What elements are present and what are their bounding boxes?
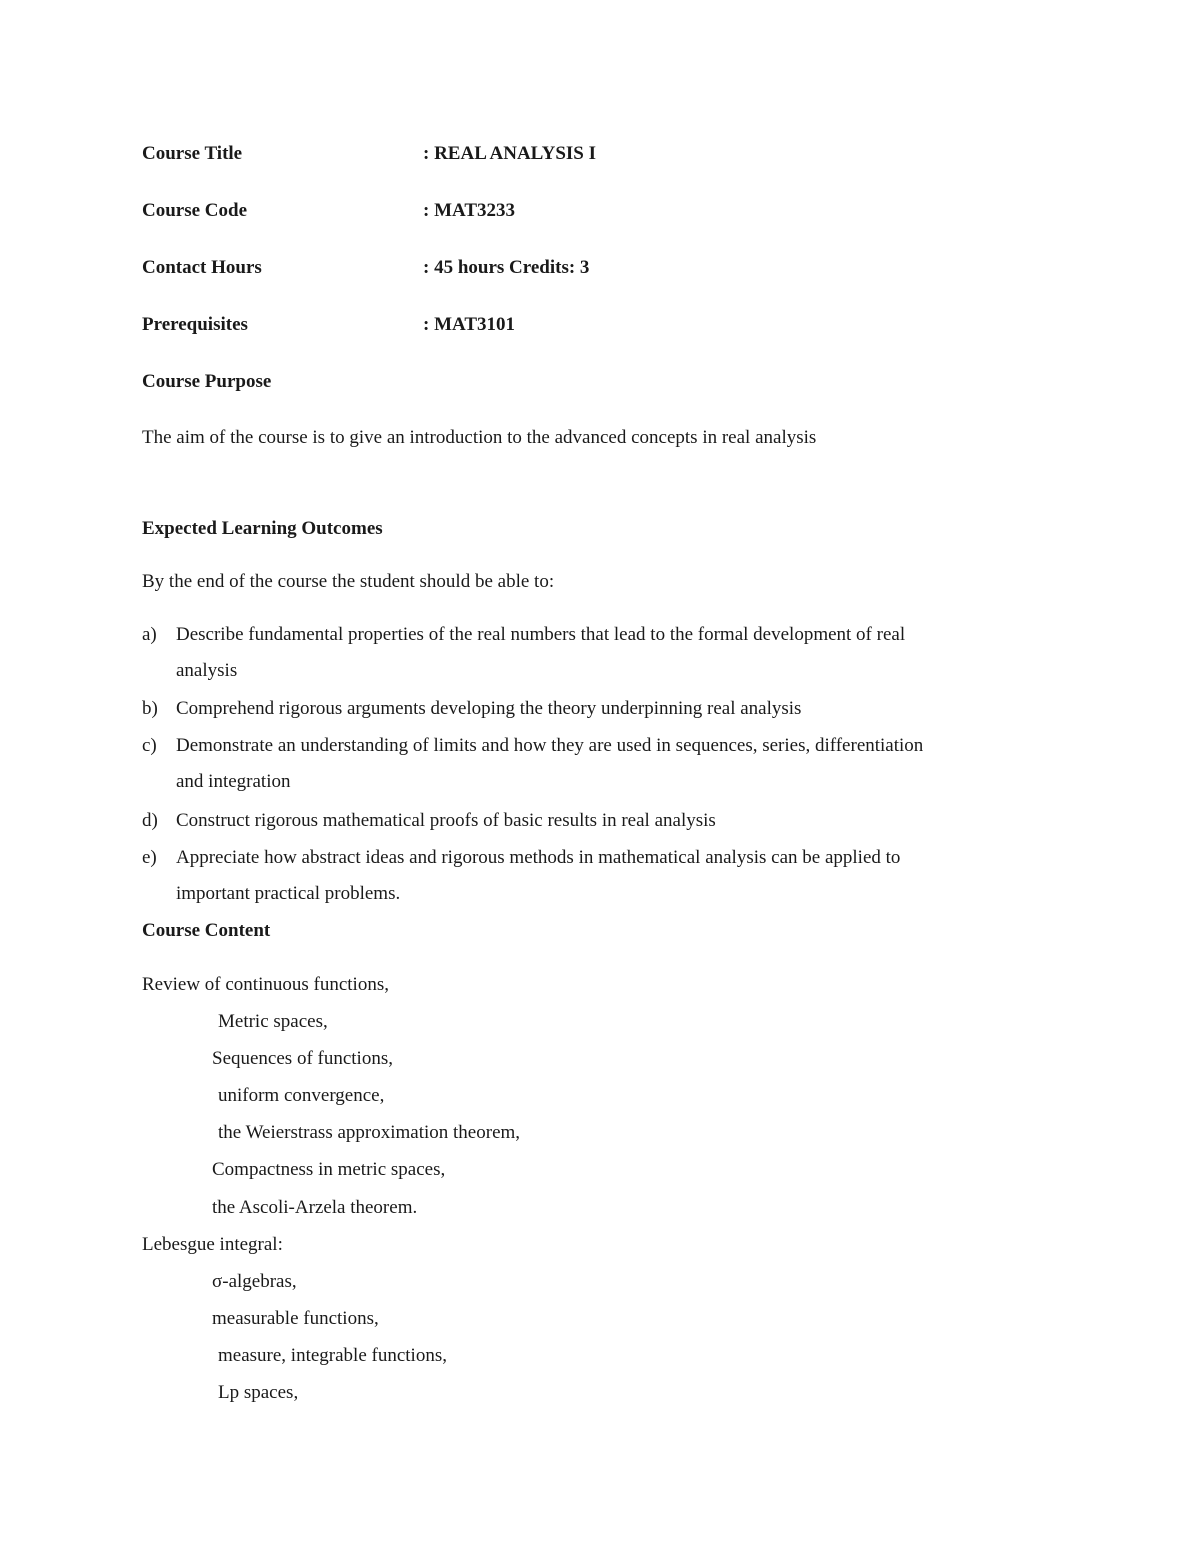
- list-marker: e): [142, 847, 157, 868]
- learning-outcomes-intro: By the end of the course the student should be able to:: [142, 571, 555, 592]
- content-line: σ-algebras,: [212, 1271, 297, 1292]
- course-title-value: : REAL ANALYSIS I: [423, 143, 597, 164]
- list-marker: b): [142, 698, 158, 719]
- content-line: Sequences of functions,: [212, 1048, 393, 1069]
- content-line: the Weierstrass approximation theorem,: [218, 1122, 521, 1143]
- list-marker: a): [142, 624, 157, 645]
- list-item-text: important practical problems.: [176, 883, 401, 904]
- list-item-text: Describe fundamental properties of the real numbers that lead to the formal development of real: [176, 624, 906, 645]
- list-item-text: and integration: [176, 771, 291, 792]
- content-line: Lebesgue integral:: [142, 1234, 283, 1255]
- content-line: uniform convergence,: [218, 1085, 385, 1106]
- list-item-text: Comprehend rigorous arguments developing the theory underpinning real analysis: [176, 698, 802, 719]
- content-line: measurable functions,: [212, 1308, 379, 1329]
- list-marker: d): [142, 810, 158, 831]
- course-code-value: : MAT3233: [423, 200, 515, 221]
- course-title-label: Course Title: [142, 143, 243, 164]
- content-line: Metric spaces,: [218, 1011, 328, 1032]
- course-purpose-text: The aim of the course is to give an introduction to the advanced concepts in real analysis: [142, 427, 817, 448]
- course-code-label: Course Code: [142, 200, 248, 221]
- contact-hours-label: Contact Hours: [142, 257, 262, 278]
- prerequisites-label: Prerequisites: [142, 314, 248, 335]
- learning-outcomes-heading: Expected Learning Outcomes: [142, 518, 383, 539]
- list-item-text: Appreciate how abstract ideas and rigorous methods in mathematical analysis can be applied to: [176, 847, 901, 868]
- list-item-text: analysis: [176, 660, 238, 681]
- content-line: Lp spaces,: [218, 1382, 299, 1403]
- contact-hours-value: : 45 hours Credits: 3: [423, 257, 590, 278]
- content-line: the Ascoli-Arzela theorem.: [212, 1197, 418, 1218]
- list-marker: c): [142, 735, 157, 756]
- course-purpose-heading: Course Purpose: [142, 371, 272, 392]
- content-line: Compactness in metric spaces,: [212, 1159, 446, 1180]
- list-item-text: Construct rigorous mathematical proofs of basic results in real analysis: [176, 810, 716, 831]
- prerequisites-value: : MAT3101: [423, 314, 515, 335]
- content-line: measure, integrable functions,: [218, 1345, 447, 1366]
- course-content-heading: Course Content: [142, 920, 271, 941]
- list-item-text: Demonstrate an understanding of limits and how they are used in sequences, series, differentiation: [176, 735, 924, 756]
- content-line: Review of continuous functions,: [142, 974, 389, 995]
